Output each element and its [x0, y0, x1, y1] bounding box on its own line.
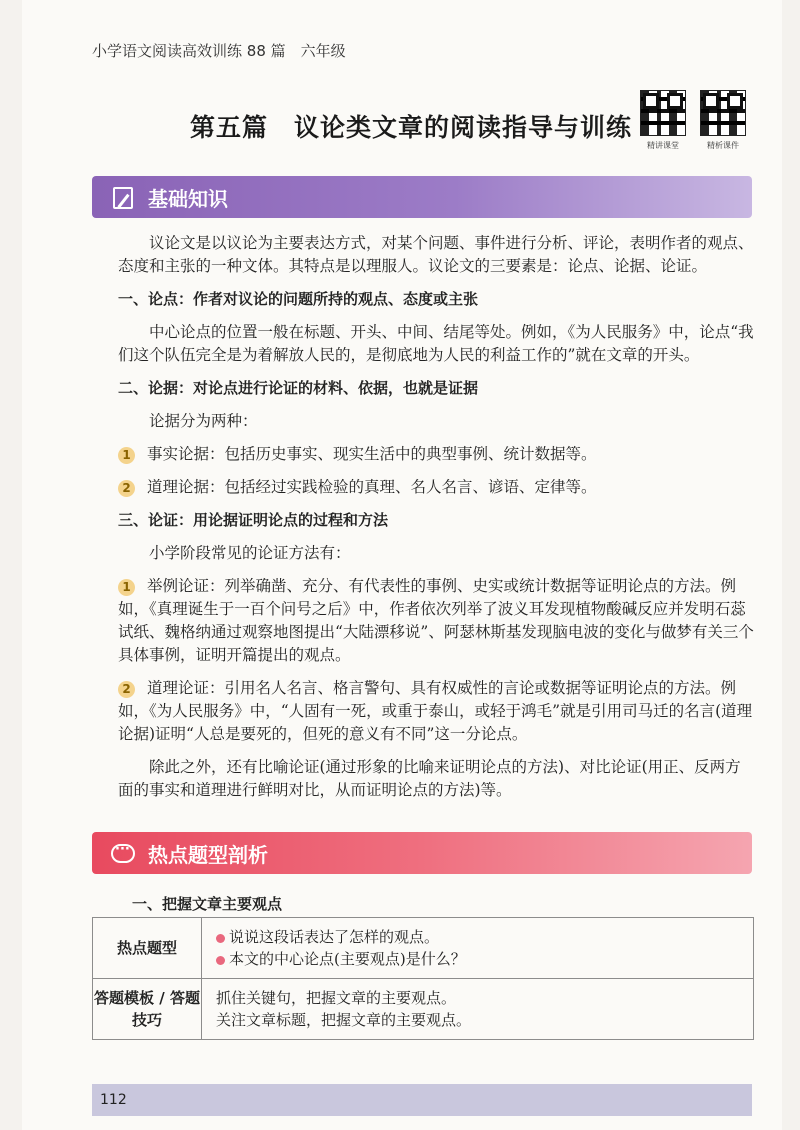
- qr-code-1[interactable]: [640, 90, 686, 151]
- paragraph-lunju: 论据分为两种：: [149, 412, 258, 430]
- heading-lunzheng: 三、论证：用论据证明论点的过程和方法: [118, 511, 389, 529]
- table-row: [93, 979, 753, 1039]
- number-badge: 1: [118, 447, 135, 464]
- pencil-icon: [110, 185, 134, 209]
- section-title: 热点题型剖析: [148, 842, 268, 867]
- list-item-text: 举例论证：列举确凿、充分、有代表性的事例、史实或统计数据等证明论点的方法。例如，《真理诞生于一百个问号之后》中，作者依次列举了波义耳发现植物酸碱反应并发明石蕊试纸、魏格纳通过观察地图提出“大陆漂移说”、阿瑟林斯基发现脑电波的变化与做梦有关三个具体事例，证明开篇提出的观点。: [118, 577, 754, 664]
- qr-code-icon: [700, 90, 746, 136]
- speech-bubble-icon: [110, 841, 134, 865]
- text-line: 关注文章标题，把握文章的主要观点。: [216, 1011, 472, 1029]
- section-band-hot: [92, 832, 752, 874]
- text-line: 抓住关键句，把握文章的主要观点。: [216, 989, 457, 1007]
- qr-code-2[interactable]: [700, 90, 746, 151]
- table-content: [202, 918, 753, 978]
- section-title: 基础知识: [148, 186, 228, 211]
- qr-caption: 精讲课堂: [647, 141, 679, 150]
- intro-paragraph: 议论文是以议论为主要表达方式，对某个问题、事件进行分析、评论，表明作者的观点、态度和主张的一种文体。其特点是以理服人。议论文的三要素是：论点、论据、论证。: [118, 234, 754, 275]
- list-item-text: 道理论证：引用名人名言、格言警句、具有权威性的言论或数据等证明论点的方法。例如，《为人民服务》中，“人固有一死，或重于泰山，或轻于鸿毛”就是引用司马迁的名言(道理论据)证明“人总是要死的，但死的意义有不同”这一分论点。: [118, 679, 753, 743]
- number-badge: 2: [118, 480, 135, 497]
- table-content: [202, 979, 753, 1039]
- number-badge: 1: [118, 579, 135, 596]
- list-item: [118, 476, 754, 499]
- qr-code-icon: [640, 90, 686, 136]
- list-item: [118, 575, 754, 667]
- heading-lunju: 二、论据：对论点进行论证的材料、依据，也就是证据: [118, 379, 479, 397]
- bullet-line: 说说这段话表达了怎样的观点。: [216, 926, 739, 948]
- bullet-line: 本文的中心论点(主要观点)是什么？: [216, 948, 739, 970]
- page-number: 112: [100, 1092, 127, 1108]
- heading-lundian: 一、论点：作者对议论的问题所持的观点、态度或主张: [118, 290, 479, 308]
- footer-band: [92, 1084, 752, 1116]
- list-item: [118, 677, 754, 746]
- section-band-basic: [92, 176, 752, 218]
- list-item-text: 道理论据：包括经过实践检验的真理、名人名言、谚语、定律等。: [146, 478, 597, 496]
- table-label: 答题模板 / 答题技巧: [93, 979, 202, 1039]
- answer-table: [92, 917, 754, 1040]
- closing-paragraph: 除此之外，还有比喻论证(通过形象的比喻来证明论点的方法)、对比论证(用正、反两方面的事实和道理进行鲜明对比，从而证明论点的方法)等。: [118, 758, 741, 799]
- subheading: 一、把握文章主要观点: [132, 895, 283, 913]
- paragraph-lundian: 中心论点的位置一般在标题、开头、中间、结尾等处。例如，《为人民服务》中，论点“我们这个队伍完全是为着解放人民的，是彻底地为人民的利益工作的”就在文章的开头。: [118, 323, 754, 364]
- running-head: 小学语文阅读高效训练 88 篇 六年级: [92, 42, 346, 60]
- number-badge: 2: [118, 681, 135, 698]
- chapter-title: 第五篇 议论类文章的阅读指导与训练: [190, 113, 633, 142]
- list-item: [118, 443, 754, 466]
- list-item-text: 事实论据：包括历史事实、现实生活中的典型事例、统计数据等。: [146, 445, 597, 463]
- qr-caption: 精析课件: [707, 141, 739, 150]
- table-row: [93, 918, 753, 979]
- basic-knowledge-content: [118, 232, 754, 812]
- paragraph-lunzheng: 小学阶段常见的论证方法有：: [149, 544, 351, 562]
- table-label: 热点题型: [93, 918, 202, 978]
